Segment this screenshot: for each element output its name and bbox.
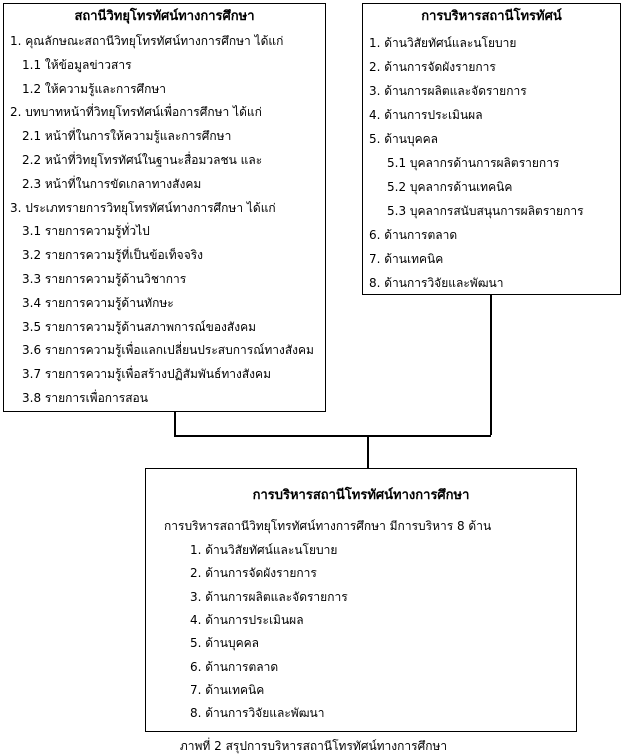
left-box-title: สถานีวิทยุโทรทัศน์ทางการศึกษา bbox=[74, 9, 255, 24]
left-box-item: 2. บทบาทหน้าที่วิทยุโทรทัศน์เพื่อการศึกษา ได้แก่ bbox=[10, 105, 262, 120]
right-box-item: 8. ด้านการวิจัยและพัฒนา bbox=[369, 276, 504, 290]
left-box-item: 1.2 ให้ความรู้และการศึกษา bbox=[22, 81, 167, 96]
left-box-item: 2.3 หน้าที่ในการขัดเกลาทางสังคม bbox=[22, 176, 202, 191]
connector-down bbox=[367, 435, 369, 469]
left-box-item: 3.2 รายการความรู้ที่เป็นข้อเท็จจริง bbox=[22, 248, 204, 263]
left-box-item: 3.3 รายการความรู้ด้านวิชาการ bbox=[22, 272, 187, 286]
bottom-box-intro: การบริหารสถานีวิทยุโทรทัศน์ทางการศึกษา มีการบริหาร 8 ด้าน bbox=[164, 519, 492, 533]
right-box-item: 5.1 บุคลากรด้านการผลิตรายการ bbox=[387, 156, 560, 170]
bottom-box-item: 6. ด้านการตลาด bbox=[190, 659, 279, 674]
right-box-item: 5.3 บุคลากรสนับสนุนการผลิตรายการ bbox=[387, 204, 584, 218]
right-box-management bbox=[362, 3, 621, 295]
right-box-title: การบริหารสถานีโทรทัศน์ bbox=[421, 9, 562, 24]
bottom-box-summary bbox=[145, 468, 577, 732]
left-box-item: 2.2 หน้าที่วิทยุโทรทัศน์ในฐานะสื่อมวลชน และ bbox=[22, 153, 263, 167]
bottom-box-item: 4. ด้านการประเมินผล bbox=[190, 612, 304, 627]
figure-caption: ภาพที่ 2 สรุปการบริหารสถานีโทรทัศน์ทางการศึกษา bbox=[179, 739, 448, 753]
left-box-item: 3.7 รายการความรู้เพื่อสร้างปฏิสัมพันธ์ทางสังคม bbox=[22, 367, 271, 382]
left-box-item: 3.4 รายการความรู้ด้านทักษะ bbox=[22, 295, 174, 310]
right-box-item: 1. ด้านวิสัยทัศน์และนโยบาย bbox=[369, 36, 517, 50]
connector-right-vertical bbox=[490, 295, 492, 435]
bottom-box-item: 7. ด้านเทคนิค bbox=[190, 682, 265, 697]
right-box-item: 5. ด้านบุคคล bbox=[369, 132, 439, 146]
left-box-item: 1. คุณลักษณะสถานีวิทยุโทรทัศน์ทางการศึกษา ได้แก่ bbox=[10, 34, 284, 48]
right-box-item: 3. ด้านการผลิตและจัดรายการ bbox=[369, 84, 527, 98]
bottom-box-item: 3. ด้านการผลิตและจัดรายการ bbox=[190, 589, 348, 604]
left-box-item: 1.1 ให้ข้อมูลข่าวสาร bbox=[22, 57, 132, 72]
right-box-item: 4. ด้านการประเมินผล bbox=[369, 108, 483, 122]
bottom-box-item: 8. ด้านการวิจัยและพัฒนา bbox=[190, 706, 325, 721]
right-box-item: 6. ด้านการตลาด bbox=[369, 228, 458, 242]
left-box-item: 3. ประเภทรายการวิทยุโทรทัศน์ทางการศึกษา ได้แก่ bbox=[10, 200, 276, 215]
left-box-item: 3.8 รายการเพื่อการสอน bbox=[22, 391, 148, 405]
right-box-item: 7. ด้านเทคนิค bbox=[369, 252, 444, 266]
connector-horizontal bbox=[174, 435, 367, 437]
right-box-item: 2. ด้านการจัดผังรายการ bbox=[369, 60, 496, 74]
left-box-item: 2.1 หน้าที่ในการให้ความรู้และการศึกษา bbox=[22, 129, 232, 144]
left-box-item: 3.5 รายการความรู้ด้านสภาพการณ์ของสังคม bbox=[22, 319, 257, 334]
bottom-box-item: 2. ด้านการจัดผังรายการ bbox=[190, 566, 317, 581]
bottom-box-item: 5. ด้านบุคคล bbox=[190, 636, 260, 651]
left-box-item: 3.1 รายการความรู้ทั่วไป bbox=[22, 224, 150, 239]
connector-right-horizontal bbox=[367, 435, 491, 437]
bottom-box-item: 1. ด้านวิสัยทัศน์และนโยบาย bbox=[190, 543, 338, 557]
left-box-station bbox=[3, 3, 326, 412]
right-box-item: 5.2 บุคลากรด้านเทคนิค bbox=[387, 180, 513, 194]
left-box-item: 3.6 รายการความรู้เพื่อแลกเปลี่ยนประสบการณ์ทางสังคม bbox=[22, 343, 314, 358]
bottom-box-title: การบริหารสถานีโทรทัศน์ทางการศึกษา bbox=[252, 488, 470, 503]
connector-left-vertical bbox=[174, 412, 176, 436]
